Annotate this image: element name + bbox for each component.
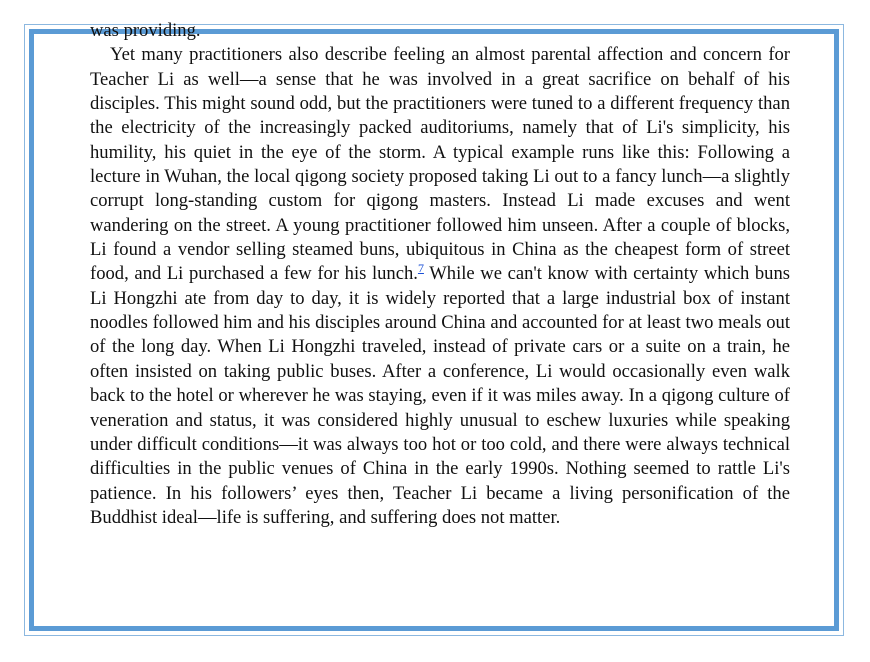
main-paragraph [90, 43, 790, 530]
footnote-link[interactable]: 7 [417, 261, 424, 276]
text-viewport[interactable] [34, 20, 834, 626]
text-column [90, 19, 790, 530]
paragraph-text-before-footnote: Yet many practitioners also describe feeling an almost parental affection and concern for Teacher Li as well—a sense that he was involved in a great sacrifice on behalf of his disciples. This might sound odd, but the practitioners were tuned to a different frequency than the electricity of the increasingly packed auditoriums, namely that of Li's simplicity, his humility, his quiet in the eye of the storm. A typical example runs like this: Following a lecture in Wuhan, the local qigong society proposed taking Li out to a fancy lunch—a slightly corrupt long-standing custom for qigong masters. Instead Li made excuses and went wandering on the street. A young practitioner followed him unseen. After a couple of blocks, Li found a vendor selling steamed buns, ubiquitous in China as the cheapest form of street food, and Li purchased a few for his lunch. [90, 44, 790, 285]
previous-paragraph-fragment: was providing. [90, 20, 201, 41]
page-frame [29, 20, 839, 631]
paragraph-text-after-footnote: While we can't know with certainty which buns Li Hongzhi ate from day to day, it is widely reported that a large industrial box of instant noodles followed him and his disciples around China and accounted for at least two meals out of the long day. When Li Hongzhi traveled, instead of private cars or a suite on a train, he often insisted on taking public buses. After a conference, Li would occasionally even walk back to the hotel or wherever he was staying, even if it was miles away. In a qigong culture of veneration and status, it was considered highly unusual to eschew luxuries while speaking under difficult conditions—it was always too hot or too cold, and there were always technical difficulties in the public venues of China in the early 1990s. Nothing seemed to rattle Li's patience. In his followers’ eyes then, Teacher Li became a living personification of the Buddhist ideal—life is suffering, and suffering does not matter. [90, 263, 791, 528]
